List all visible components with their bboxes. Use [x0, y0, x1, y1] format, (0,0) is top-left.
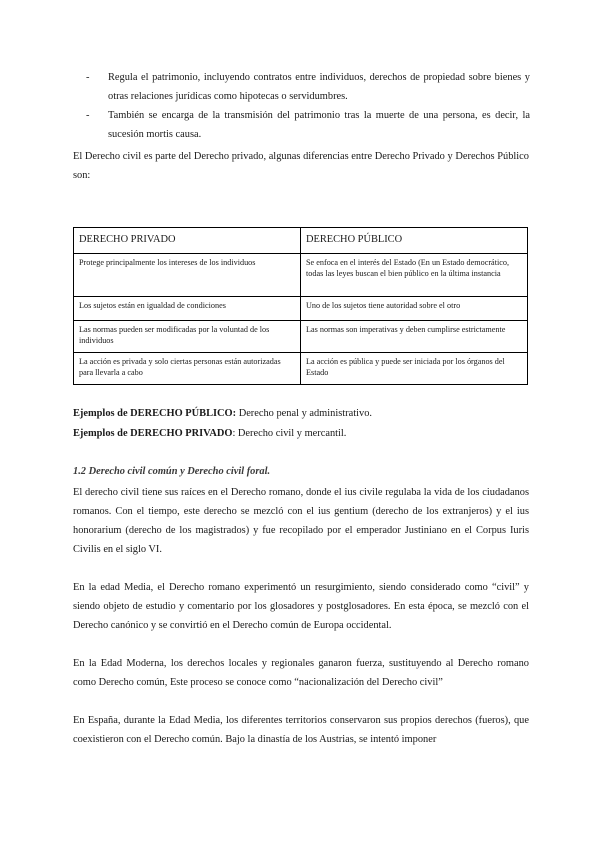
table-cell: Uno de los sujetos tiene autoridad sobre el otro: [301, 297, 528, 321]
bullet-text: Regula el patrimonio, incluyendo contratos entre individuos, derechos de propiedad sobre bienes y otras relaciones jurídicas como hipotecas o servidumbres.: [108, 72, 530, 102]
bullet-marker: -: [86, 72, 90, 83]
table-cell: Las normas pueden ser modificadas por la voluntad de los individuos: [74, 321, 301, 353]
table-row: [74, 254, 528, 297]
table-cell: Se enfoca en el interés del Estado (En un Estado democrático, todas las leyes buscan el bien público en la última instancia: [301, 254, 528, 297]
header-derecho-publico: DERECHO PÚBLICO: [301, 228, 528, 254]
example-text: Derecho penal y administrativo.: [236, 408, 372, 419]
table-header-row: [74, 228, 528, 254]
table-cell: Los sujetos están en igualdad de condiciones: [74, 297, 301, 321]
header-derecho-privado: DERECHO PRIVADO: [74, 228, 301, 254]
table-cell: Protege principalmente los intereses de los individuos: [74, 254, 301, 297]
table-row: [74, 353, 528, 385]
bullet-text: También se encarga de la transmisión del patrimonio tras la muerte de una persona, es decir, la sucesión mortis causa.: [108, 110, 530, 140]
example-label: Ejemplos de DERECHO PÚBLICO:: [73, 408, 237, 419]
example-public: [73, 404, 372, 423]
section-heading: 1.2 Derecho civil común y Derecho civil foral.: [73, 466, 271, 477]
bullet-marker: -: [86, 110, 90, 121]
body-paragraph: En la Edad Moderna, los derechos locales y regionales ganaron fuerza, sustituyendo al Derecho romano como Derecho común, Este proceso se conoce como “nacionalización del Derecho civil”: [73, 658, 529, 688]
body-paragraph: En España, durante la Edad Media, los diferentes territorios conservaron sus propios derechos (fueros), que coexistieron con el Derecho común. Bajo la dinastía de los Austrias, se intentó imponer: [73, 715, 529, 745]
bullet-list: [86, 68, 530, 144]
bullet-item: [86, 68, 530, 106]
table-row: [74, 321, 528, 353]
comparison-table: [73, 227, 528, 385]
example-label: Ejemplos de DERECHO PRIVADO: [73, 428, 233, 439]
body-paragraph: En la edad Media, el Derecho romano experimentó un resurgimiento, siendo considerado como “civil” y siendo objeto de estudio y comentario por los glosadores y postglosadores. En esta época, se mezcló con el Derecho canónico y se convirtió en el Derecho común de Europa occidental.: [73, 582, 529, 631]
example-text: : Derecho civil y mercantil.: [232, 428, 347, 439]
example-private: [73, 424, 346, 443]
bullet-item: [86, 106, 530, 144]
table-cell: La acción es pública y puede ser iniciada por los órganos del Estado: [301, 353, 528, 385]
intro-paragraph: El Derecho civil es parte del Derecho privado, algunas diferencias entre Derecho Privado y Derechos Público son:: [73, 151, 529, 181]
table-cell: Las normas son imperativas y deben cumplirse estrictamente: [301, 321, 528, 353]
table-row: [74, 297, 528, 321]
table-cell: La acción es privada y solo ciertas personas están autorizadas para llevarla a cabo: [74, 353, 301, 385]
body-paragraph: El derecho civil tiene sus raíces en el Derecho romano, donde el ius civile regulaba la vida de los ciudadanos romanos. Con el tiempo, este derecho se mezcló con el ius gentium (derecho de los extranjeros) y el ius honorarium (derecho de los magistrados) y fue recopilado por el emperador Justiniano en el Corpus Iuris Civilis en el siglo VI.: [73, 487, 529, 555]
